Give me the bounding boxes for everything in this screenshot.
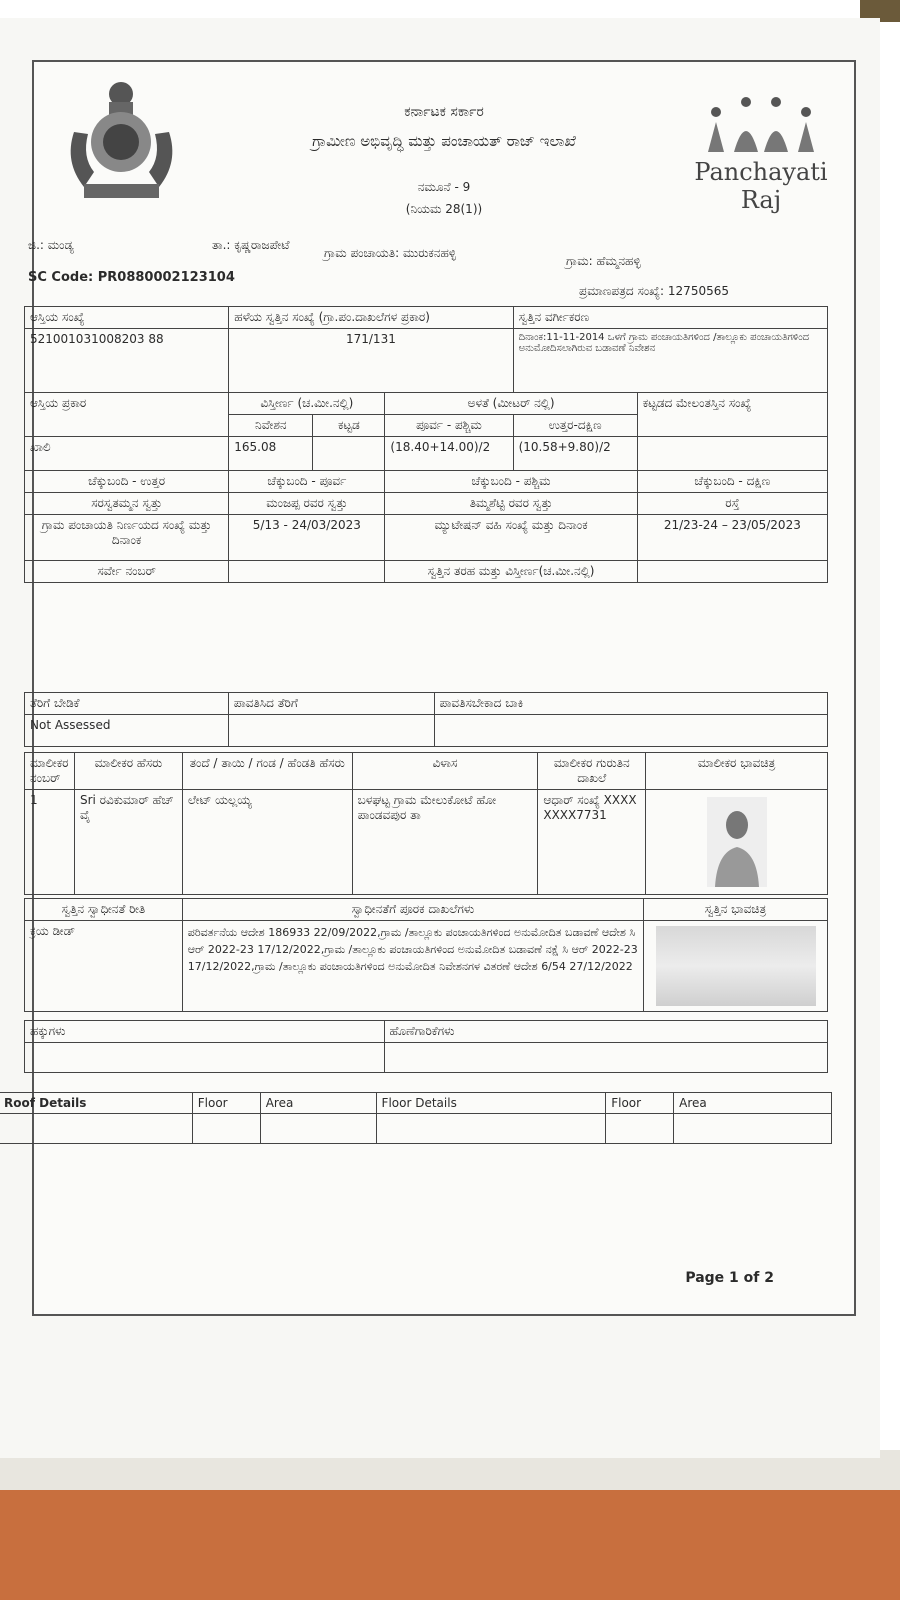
rights [25, 1043, 385, 1073]
header-north-south: ಉತ್ತರ-ದಕ್ಷಿಣ [513, 415, 637, 437]
header-floors: ಕಟ್ಟಡದ ಮೇಲಂತಸ್ತಿನ ಸಂಖ್ಯೆ [637, 393, 827, 437]
rights-table [24, 1020, 828, 1073]
mutation-number: 21/23-24 – 23/05/2023 [637, 515, 827, 561]
panchayati-raj-logo [686, 90, 836, 214]
header-liabilities: ಹೊಣೆಗಾರಿಕೆಗಳು [384, 1021, 827, 1043]
possession-table [24, 898, 828, 1012]
liabilities [384, 1043, 827, 1073]
header-tax-demand: ತೆರಿಗೆ ಬೇಡಿಕೆ [25, 693, 229, 715]
roof-floor-table [0, 1092, 832, 1144]
property-number: 521001031008203 88 [25, 329, 229, 393]
header-mutation: ಮ್ಯುಟೇಷನ್ ವಹಿ ಸಂಖ್ಯೆ ಮತ್ತು ದಿನಾಂಕ [385, 515, 637, 561]
roof-details [0, 1114, 192, 1144]
owner-photo-cell [646, 790, 828, 895]
boundary-north: ಸರಸ್ವತಮ್ಮನ ಸ್ವತ್ತು [25, 493, 229, 515]
tax-table [24, 692, 828, 747]
roof-floor [192, 1114, 260, 1144]
tax-demand: Not Assessed [25, 715, 229, 747]
property-photo [656, 926, 816, 1006]
gram-panchayat: ಗ್ರಾಮ ಪಂಚಾಯತಿ: ಮುರುಕನಹಳ್ಳಿ [324, 246, 457, 260]
header-owner-id: ಮಾಲೀಕರ ಗುರುತಿನ ದಾಖಲೆ [538, 753, 646, 790]
header-owner-number: ಮಾಲೀಕರ ನಂಬರ್ [25, 753, 75, 790]
department-title: ಗ್ರಾಮೀಣ ಅಭಿವೃದ್ಧಿ ಮತ್ತು ಪಂಚಾಯತ್ ರಾಜ್ ಇಲಾಖೆ [312, 132, 576, 150]
header-floor-floor: Floor [606, 1093, 674, 1114]
property-type: ಖಾಲಿ [25, 437, 229, 471]
survey-number [229, 561, 385, 583]
boundary-east: ಮಂಜಪ್ಪ ರವರ ಸ್ವತ್ತು [229, 493, 385, 515]
north-south-dimension: (10.58+9.80)/2 [513, 437, 637, 471]
header-area: ವಿಸ್ತೀರ್ಣ (ಚ.ಮೀ.ನಲ್ಲಿ) [229, 393, 385, 415]
govt-title: ಕರ್ನಾಟಕ ಸರ್ಕಾರ [404, 104, 484, 120]
header-boundary-north: ಚೆಕ್ಕುಬಂದಿ - ಉತ್ತರ [25, 471, 229, 493]
header-address: ವಿಳಾಸ [352, 753, 538, 790]
header-site: ನಿವೇಶನ [229, 415, 313, 437]
site-area: 165.08 [229, 437, 313, 471]
boundary-south: ರಸ್ತೆ [637, 493, 827, 515]
header-property-rate: ಸ್ವತ್ತಿನ ತರಹ ಮತ್ತು ವಿಸ್ತೀರ್ಣ(ಚ.ಮೀ.ನಲ್ಲಿ) [385, 561, 637, 583]
owner-name: Sri ರವಿಕುಮಾರ್ ಹೆಚ್ ವೈ [74, 790, 182, 895]
district: ಜಿ.: ಮಂಡ್ಯ [28, 238, 74, 252]
tax-paid [228, 715, 434, 747]
header-boundary-south: ಚೆಕ್ಕುಬಂದಿ - ದಕ್ಷಿಣ [637, 471, 827, 493]
header-property-type: ಆಸ್ತಿಯ ಪ್ರಕಾರ [25, 393, 229, 437]
tax-due [434, 715, 828, 747]
taluk: ತಾ.: ಕೃಷ್ಣರಾಜಪೇಟೆ [212, 238, 290, 252]
resolution-number: 5/13 - 24/03/2023 [229, 515, 385, 561]
header-possession-method: ಸ್ವತ್ತಿನ ಸ್ವಾಧೀನತೆ ರೀತಿ [25, 899, 183, 921]
header-boundary-east: ಚೆಕ್ಕುಬಂದಿ - ಪೂರ್ವ [229, 471, 385, 493]
header-property-photo: ಸ್ವತ್ತಿನ ಭಾವಚಿತ್ರ [644, 899, 828, 921]
header-property-number: ಆಸ್ತಿಯ ಸಂಖ್ಯೆ [25, 307, 229, 329]
property-photo-cell [644, 921, 828, 1012]
building-area [313, 437, 385, 471]
header-relative-name: ತಂದೆ / ತಾಯಿ / ಗಂಡ / ಹೆಂಡತಿ ಹೆಸರು [182, 753, 352, 790]
people-group-icon [686, 90, 836, 160]
header-survey-number: ಸರ್ವೇ ನಂಬರ್ [25, 561, 229, 583]
header-supporting-docs: ಸ್ವಾಧೀನತೆಗೆ ಪೂರಕ ದಾಖಲೆಗಳು [182, 899, 643, 921]
certificate-number: ಪ್ರಮಾಣಪತ್ರದ ಸಂಖ್ಯೆ: 12750565 [579, 284, 729, 298]
header-building: ಕಟ್ಟಡ [313, 415, 385, 437]
rule-number: (ನಿಯಮ 28(1)) [405, 202, 483, 216]
header-boundary-west: ಚೆಕ್ಕುಬಂದಿ - ಪಶ್ಚಿಮ [385, 471, 637, 493]
roof-area [260, 1114, 376, 1144]
property-rate [637, 561, 827, 583]
header-old-property-number: ಹಳೆಯ ಸ್ವತ್ತಿನ ಸಂಖ್ಯೆ (ಗ್ರಾ.ಪಂ.ದಾಖಲೆಗಳ ಪ್ರಕಾರ) [229, 307, 513, 329]
old-property-number: 171/131 [229, 329, 513, 393]
panchayati-raj-text: Panchayati Raj [694, 158, 828, 214]
header-roof-area: Area [260, 1093, 376, 1114]
owner-address: ಬಳಘಟ್ಟ ಗ್ರಾಮ ಮೇಲುಕೋಟೆ ಹೋ ಪಾಂಡವಪುರ ತಾ [352, 790, 538, 895]
floor-area [674, 1114, 832, 1144]
possession-method: ಕ್ರಯ ಡೀಡ್ [25, 921, 183, 1012]
header-resolution: ಗ್ರಾಮ ಪಂಚಾಯತಿ ನಿರ್ಣಯದ ಸಂಖ್ಯೆ ಮತ್ತು ದಿನಾಂಕ [25, 515, 229, 561]
header-east-west: ಪೂರ್ವ - ಪಶ್ಚಿಮ [385, 415, 513, 437]
sc-code: SC Code: PR0880002123104 [28, 270, 235, 285]
header-floor-details: Floor Details [376, 1093, 606, 1114]
floor-floor [606, 1114, 674, 1144]
header-classification: ಸ್ವತ್ತಿನ ವರ್ಗೀಕರಣ [513, 307, 827, 329]
supporting-docs: ಪರಿವರ್ತನೆಯ ಆದೇಶ 186933 22/09/2022,ಗ್ರಾಮ /ತಾಲ್ಲೂಕು ಪಂಚಾಯತಿಗಳಿಂದ ಅನುಮೋದಿತ ಬಡಾವಣೆ ಆದೇಶ ಸಿ ಆರ್ 2022-23 17/12/2022,ಗ್ರಾಮ /ತಾಲ್ಲೂಕು ಪಂಚಾಯತಿಗಳಿಂದ ಅನುಮೋದಿತ ಬಡಾವಣೆ ನಕ್ಷೆ ಸಿ ಆರ್ 2022-23 17/12/2022,ಗ್ರಾಮ /ತಾಲ್ಲೂಕು ಪಂಚಾಯತಿಗಳಿಂದ ಅನುಮೋದಿತ ನಿವೇಶನಗಳ ವಿತರಣೆ ಆದೇಶ 6/54 27/12/2022 [182, 921, 643, 1012]
floor-count [637, 437, 827, 471]
paper-sheet [0, 18, 880, 1458]
header-rights: ಹಕ್ಕುಗಳು [25, 1021, 385, 1043]
property-details-table [24, 306, 828, 583]
header-roof-floor: Floor [192, 1093, 260, 1114]
floor-details [376, 1114, 606, 1144]
owner-photo [707, 797, 767, 887]
header-owner-photo: ಮಾಲೀಕರ ಭಾವಚಿತ್ರ [646, 753, 828, 790]
form-frame [4, 60, 856, 1316]
header-floor-area: Area [674, 1093, 832, 1114]
classification: ದಿನಾಂಕ:11-11-2014 ಒಳಗೆ ಗ್ರಾಮ ಪಂಚಾಯತಿಗಳಿಂದ /ತಾಲ್ಲೂಕು ಪಂಚಾಯತಿಗಳಿಂದ ಅನುಮೋದಿಸಲಾಗಿರುವ ಬಡಾವಣೆ ನಿವೇಶನ [513, 329, 827, 393]
header-tax-paid: ಪಾವತಿಸಿದ ತೆರಿಗೆ [228, 693, 434, 715]
form-number: ನಮೂನೆ - 9 [417, 180, 471, 194]
owners-table [24, 752, 828, 895]
owner-number: 1 [25, 790, 75, 895]
owner-id: ಆಧಾರ್ ಸಂಖ್ಯೆ XXXXXXXX7731 [538, 790, 646, 895]
header-tax-due: ಪಾವತಿಸಬೇಕಾದ ಬಾಕಿ [434, 693, 828, 715]
header-owner-name: ಮಾಲೀಕರ ಹೆಸರು [74, 753, 182, 790]
page-number: Page 1 of 2 [685, 1270, 774, 1286]
header-roof-details: Roof Details [0, 1093, 192, 1114]
header-dimensions: ಅಳತೆ (ಮೀಟರ್ ನಲ್ಲಿ) [385, 393, 637, 415]
boundary-west: ತಿಮ್ಮಶೆಟ್ಟಿ ರವರ ಸ್ವತ್ತು [385, 493, 637, 515]
owner-relative-name: ಲೇಟ್ ಯಲ್ಲಯ್ಯ [182, 790, 352, 895]
village: ಗ್ರಾಮ: ಹೆಮ್ಮನಹಳ್ಳಿ [566, 254, 641, 268]
east-west-dimension: (18.40+14.00)/2 [385, 437, 513, 471]
